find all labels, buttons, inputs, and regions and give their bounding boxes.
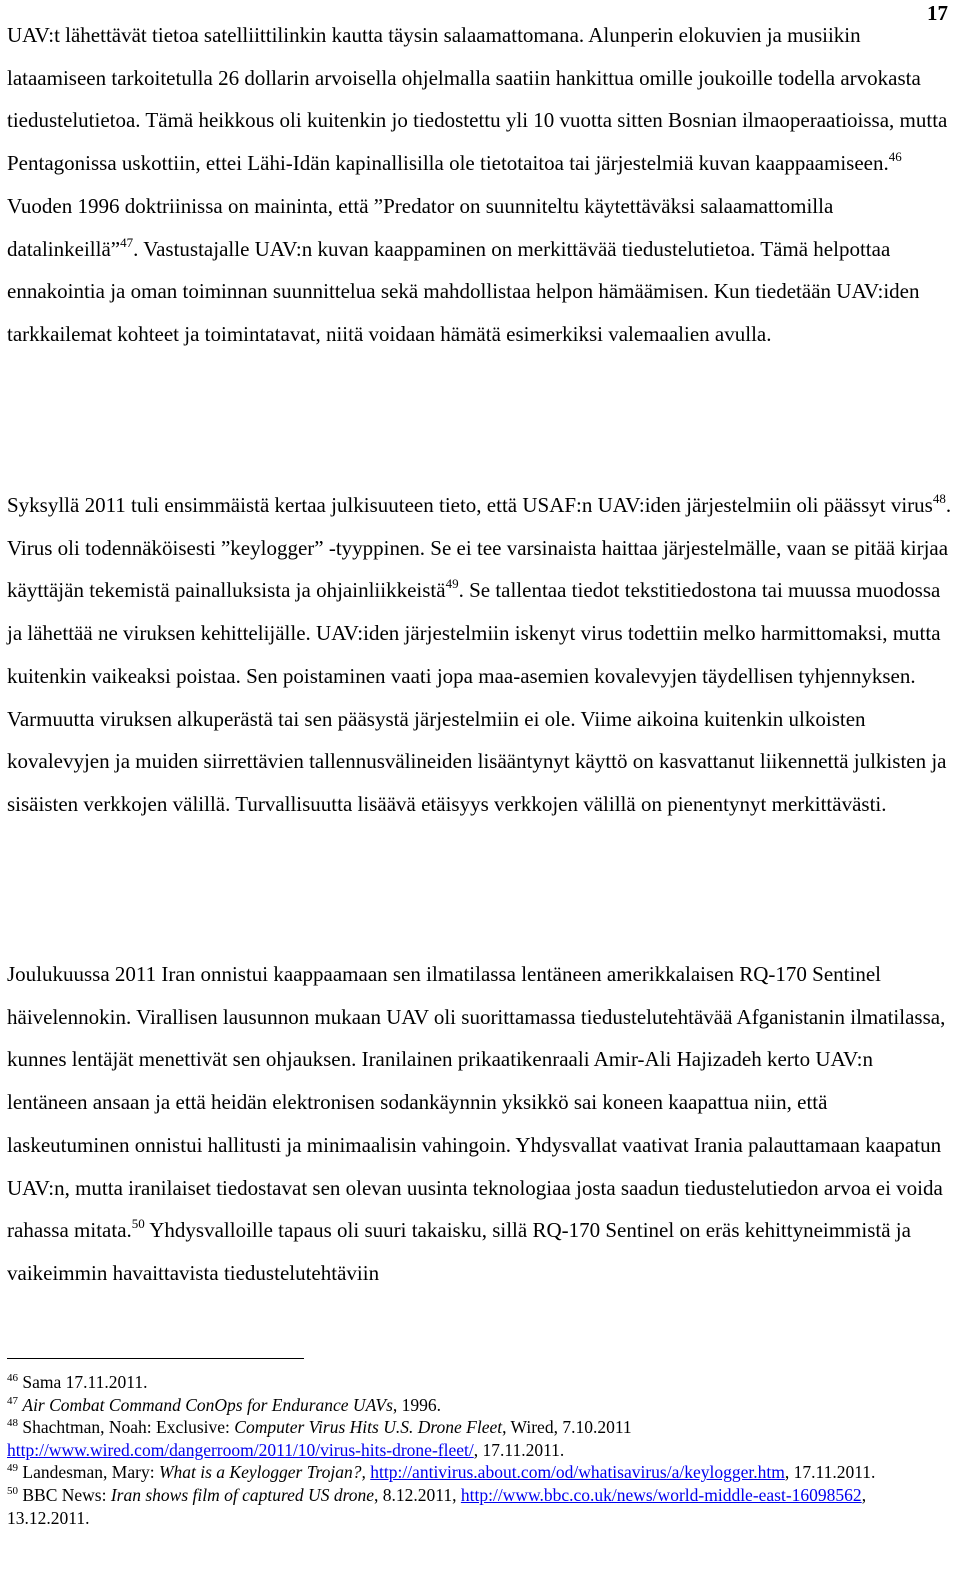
footnote-link[interactable]: http://www.bbc.co.uk/news/world-middle-east-16098562: [460, 1484, 862, 1505]
footnote-number: 48: [7, 1417, 18, 1430]
footnote-50: [7, 1484, 952, 1529]
footnote-title: Air Combat Command ConOps for Endurance UAVs: [22, 1394, 393, 1415]
footnote-number: 47: [7, 1394, 18, 1407]
footnote-text: , 17.11.2011.: [473, 1439, 565, 1460]
paragraph-keylogger-virus: [7, 484, 952, 826]
footnote-reference[interactable]: 48: [932, 491, 946, 506]
footnote-number: 49: [7, 1462, 18, 1475]
footnote-title: What is a Keylogger Trojan?,: [158, 1462, 366, 1483]
footnote-title: Iran shows film of captured US drone: [110, 1484, 375, 1505]
footnote-separator: [7, 1358, 304, 1359]
footnote-text: Sama 17.11.2011.: [18, 1372, 148, 1392]
footnote-link[interactable]: http://antivirus.about.com/od/whatisavirus/a/keylogger.htm: [370, 1462, 785, 1483]
footnote-46: [7, 1371, 952, 1394]
footnote-reference[interactable]: 50: [131, 1216, 145, 1232]
paragraph-text: . Virus oli todennäköisesti ”keylogger” -tyyppinen. Se ei tee varsinaista haittaa järjestelmälle, vaan se pitää kirjaa käyttäjän tekemistä painalluksista ja ohjainliikkeistä: [7, 493, 952, 603]
footnote-reference[interactable]: 49: [445, 576, 459, 592]
footnote-number: 46: [7, 1372, 18, 1384]
footnote-title: Computer Virus Hits U.S. Drone Fleet: [234, 1417, 503, 1438]
paragraph-text: UAV:t lähettävät tietoa satelliittilinkin kautta täysin salaamattomana. Alunperin elokuvien ja musiikin lataamiseen tarkoitetulla 26 dollarin arvoisella ohjelmalla saatiin hankittua omille joukoille todella arvokasta tiedustelutietoa. Tämä heikkous oli kuitenkin jo tiedostettu yli 10 vuotta sitten Bosnian ilmaoperaatioissa, mutta Pentagonissa uskottiin, ettei Lähi-Idän kapinallisilla ole tietotaitoa tai järjestelmiä kuvan kaappaamiseen.: [7, 23, 948, 176]
footnote-47: [7, 1394, 952, 1417]
paragraph-text: Vuoden 1996 doktriinissa on maininta, että ”Predator on suunniteltu käytettäväksi salaamattomilla datalinkeillä”: [7, 193, 834, 261]
footnote-number: 50: [7, 1484, 18, 1497]
footnote-text: , 17.11.2011.: [784, 1462, 876, 1483]
footnote-link[interactable]: http://www.wired.com/dangerroom/2011/10/virus-hits-drone-fleet/: [7, 1439, 474, 1460]
footnote-text: BBC News:: [18, 1484, 111, 1505]
paragraph-rq170-capture: [7, 953, 952, 1295]
footnote-text: Landesman, Mary:: [18, 1462, 159, 1483]
paragraph-text: Syksyllä 2011 tuli ensimmäistä kertaa julkisuuteen tieto, että USAF:n UAV:iden järjestelmiin oli päässyt virus: [7, 493, 933, 517]
footnote-text: , 1996.: [392, 1394, 442, 1415]
paragraph-text: Yhdysvalloille tapaus oli suuri takaisku, sillä RQ-170 Sentinel on eräs kehittyneimmistä ja vaikeimmin havaittavista tiedustelutehtäviin: [7, 1218, 911, 1285]
footnote-reference[interactable]: 47: [120, 234, 134, 250]
footnote-text: , Wired, 7.10.2011: [502, 1417, 632, 1438]
paragraph-text: . Se tallentaa tiedot tekstitiedostona tai muussa muodossa ja lähettää ne viruksen kehittelijälle. UAV:iden järjestelmiin iskenyt virus todettiin melko harmittomaksi, mutta kuitenkin vaikeaksi poistaa. Sen poistaminen vaati jopa maa-asemien kovalevyjen täydellisen tyhjennyksen. Varmuutta viruksen alkuperästä tai sen pääsystä järjestelmiin ei ole. Viime aikoina kuitenkin ulkoisten kovalevyjen ja muiden siirrettävien tallennusvälineiden lisääntynyt käyttö on kasvattanut liikennettä julkisten ja sisäisten verkkojen välillä. Turvallisuutta lisäävä etäisyys verkkojen välillä on pienentynyt merkittävästi.: [7, 578, 947, 816]
paragraph-text: Joulukuussa 2011 Iran onnistui kaappaamaan sen ilmatilassa lentäneen amerikkalaisen RQ-170 Sentinel häivelennokin. Virallisen lausunnon mukaan UAV oli suorittamassa tiedustelutehtävää Afganistanin ilmatilassa, kunnes lentäjät menettivät sen ohjauksen. Iranilainen prikaatikenraali Amir-Ali Hajizadeh kerto UAV:n lentäneen ansaan ja että heidän elektronisen sodankäynnin yksikkö sai koneen kaapattua niin, että laskeutuminen onnistui hallitusti ja minimaalisin vahingoin. Yhdysvallat vaativat Irania palauttamaan kaapatun UAV:n, mutta iranilaiset tiedostavat sen olevan uusinta teknologiaa josta saadun tiedustelutiedon arvoa ei voida rahassa mitata.: [7, 962, 946, 1243]
footnotes: [7, 1371, 952, 1529]
footnote-text: Shachtman, Noah: Exclusive:: [18, 1417, 235, 1438]
footnote-49: [7, 1461, 952, 1484]
paragraph-text: . Vastustajalle UAV:n kuvan kaappaminen on merkittävää tiedustelutietoa. Tämä helpottaa ennakointia ja oman toiminnan suunnittelua sekä mahdollistaa helpon hämäämisen. Kun tiedetään UAV:iden tarkkailemat kohteet ja toimintatavat, niitä voidaan hämätä esimerkiksi valemaalien avulla.: [7, 236, 920, 346]
footnote-48: [7, 1416, 952, 1461]
footnote-text: , 13.12.2011.: [7, 1484, 867, 1528]
footnote-reference[interactable]: 46: [888, 149, 902, 165]
footnote-text: , 8.12.2011,: [374, 1484, 461, 1505]
page-number: 17: [927, 1, 948, 25]
paragraph-uav-satellite-link: [7, 14, 952, 356]
